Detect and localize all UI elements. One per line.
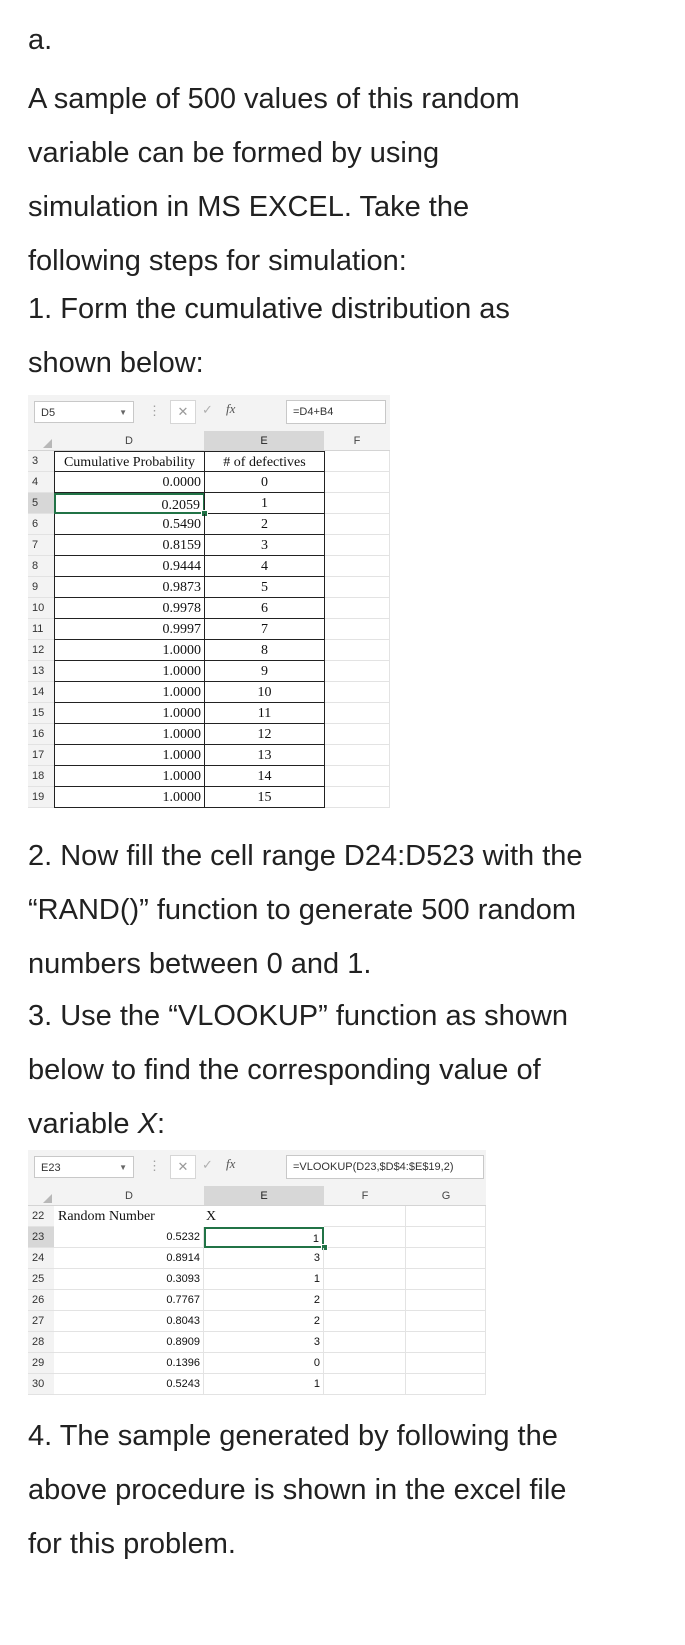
cell-defectives[interactable]: 12 [204, 724, 325, 745]
table-row [28, 598, 390, 619]
excel-screenshot-vlookup [28, 1150, 486, 1402]
table-row [28, 1227, 486, 1248]
cell-defectives[interactable]: 9 [204, 661, 325, 682]
cell-empty[interactable] [324, 1374, 406, 1395]
table-row [28, 472, 390, 493]
cell-cumulative-probability[interactable]: 0.2059 [54, 493, 205, 514]
table-row [28, 1311, 486, 1332]
cell-empty[interactable] [324, 1290, 406, 1311]
cell-empty[interactable] [325, 682, 390, 703]
cell-empty[interactable] [325, 724, 390, 745]
cell-cumulative-probability[interactable]: 1.0000 [54, 766, 205, 787]
cell-empty[interactable] [324, 1311, 406, 1332]
cell-empty[interactable] [406, 1248, 486, 1269]
cell-x-value[interactable]: 1 [204, 1227, 324, 1248]
cell-cumulative-probability[interactable]: 1.0000 [54, 640, 205, 661]
cell-cumulative-probability[interactable]: 0.5490 [54, 514, 205, 535]
enter-check-icon[interactable]: ✓ [202, 402, 213, 417]
cell-empty[interactable] [325, 787, 390, 808]
cell-random-number[interactable]: 0.8043 [54, 1311, 204, 1332]
cell-random-number[interactable]: 0.8909 [54, 1332, 204, 1353]
cell-empty[interactable] [325, 451, 390, 472]
formula-input[interactable]: =D4+B4 [286, 400, 386, 424]
table-row [28, 1374, 486, 1395]
cell-empty[interactable] [406, 1374, 486, 1395]
cell-cumulative-probability[interactable]: 0.9873 [54, 577, 205, 598]
row-number[interactable]: 25 [28, 1269, 54, 1290]
row-number[interactable]: 22 [28, 1206, 54, 1227]
select-all-corner[interactable] [28, 431, 54, 451]
table-row [28, 1290, 486, 1311]
cell-empty[interactable] [406, 1206, 486, 1227]
cell-empty[interactable] [325, 703, 390, 724]
header-row [28, 451, 390, 472]
cell-x-value[interactable]: 2 [204, 1311, 324, 1332]
cell-empty[interactable] [324, 1332, 406, 1353]
row-number[interactable]: 30 [28, 1374, 54, 1395]
row-number[interactable]: 23 [28, 1227, 54, 1248]
cell-x-value[interactable]: 3 [204, 1248, 324, 1269]
text-line: variable can be formed by using [28, 137, 440, 169]
cell-random-number[interactable]: 0.5243 [54, 1374, 204, 1395]
row-number[interactable]: 11 [28, 619, 54, 640]
header-row [28, 1206, 486, 1227]
table-row [28, 703, 390, 724]
text-line: numbers between 0 and 1. [28, 948, 372, 980]
cell-x-value[interactable]: 1 [204, 1269, 324, 1290]
cell-empty[interactable] [325, 577, 390, 598]
text-line: above procedure is shown in the excel file [28, 1474, 567, 1506]
cell-empty[interactable] [325, 766, 390, 787]
text-line: variable X: [28, 1108, 166, 1140]
text-line: shown below: [28, 347, 204, 379]
enter-check-icon[interactable]: ✓ [202, 1157, 213, 1172]
text-line: for this problem. [28, 1528, 236, 1560]
insert-function-icon[interactable]: fx [226, 1156, 236, 1171]
row-number[interactable]: 4 [28, 472, 54, 493]
cell-cumulative-probability[interactable]: 1.0000 [54, 745, 205, 766]
cell-random-number[interactable]: 0.7767 [54, 1290, 204, 1311]
cell-cumulative-probability[interactable]: 0.9444 [54, 556, 205, 577]
cell-cumulative-probability[interactable]: 0.8159 [54, 535, 205, 556]
cell-x-value[interactable]: 3 [204, 1332, 324, 1353]
cell-empty[interactable] [406, 1332, 486, 1353]
cell-defectives[interactable]: 7 [204, 619, 325, 640]
cell-cumulative-probability[interactable]: 1.0000 [54, 724, 205, 745]
row-number[interactable]: 27 [28, 1311, 54, 1332]
text-line: “RAND()” function to generate 500 random [28, 894, 577, 926]
text-line: 2. Now fill the cell range D24:D523 with the [28, 840, 583, 872]
row-number[interactable]: 17 [28, 745, 54, 766]
formula-bar [28, 395, 390, 432]
cell-cumulative-probability[interactable]: 0.0000 [54, 472, 205, 493]
more-icon: ⋮ [148, 1158, 162, 1173]
cell-empty[interactable] [406, 1290, 486, 1311]
cell-random-number[interactable]: 0.1396 [54, 1353, 204, 1374]
column-header-f[interactable]: F [324, 431, 390, 451]
table-row [28, 640, 390, 661]
row-number[interactable]: 29 [28, 1353, 54, 1374]
cell-defectives[interactable]: 1 [204, 493, 325, 514]
name-box[interactable]: E23 ▼ [34, 1156, 134, 1178]
cell-defectives[interactable]: 4 [204, 556, 325, 577]
cancel-icon[interactable]: ✕ [170, 400, 196, 424]
cell-empty[interactable] [406, 1227, 486, 1248]
cell-x-value[interactable]: 0 [204, 1353, 324, 1374]
text-line: below to find the corresponding value of [28, 1054, 541, 1086]
cell-empty[interactable] [325, 640, 390, 661]
row-number[interactable]: 28 [28, 1332, 54, 1353]
text-line: 1. Form the cumulative distribution as [28, 293, 510, 325]
paragraph-step-2 [28, 829, 678, 991]
cell-empty[interactable] [325, 598, 390, 619]
cell-empty[interactable] [325, 472, 390, 493]
excel-screenshot-cumulative-distribution [28, 395, 390, 823]
cell-empty[interactable] [325, 556, 390, 577]
column-header-d[interactable]: D [54, 431, 204, 451]
row-number[interactable]: 6 [28, 514, 54, 535]
cell-cumulative-probability[interactable]: 1.0000 [54, 661, 205, 682]
cell-random-number[interactable]: 0.8914 [54, 1248, 204, 1269]
cell-empty[interactable] [324, 1353, 406, 1374]
table-row [28, 577, 390, 598]
cell-empty[interactable] [406, 1311, 486, 1332]
row-number[interactable]: 13 [28, 661, 54, 682]
paragraph-step-1 [28, 282, 678, 390]
variable-x: X [137, 1108, 157, 1140]
cell-empty[interactable] [325, 661, 390, 682]
column-header-e[interactable]: E [204, 1186, 324, 1206]
table-row [28, 766, 390, 787]
cell-empty[interactable] [324, 1206, 406, 1227]
dropdown-arrow-icon: ▼ [119, 408, 127, 417]
dropdown-arrow-icon: ▼ [119, 1163, 127, 1172]
cell-cumulative-probability[interactable]: 1.0000 [54, 703, 205, 724]
cell-cumulative-probability[interactable]: 1.0000 [54, 682, 205, 703]
paragraph-step-4 [28, 1409, 678, 1571]
table-row [28, 514, 390, 535]
cell-defectives[interactable]: 15 [204, 787, 325, 808]
cell-defectives[interactable]: 0 [204, 472, 325, 493]
row-number[interactable]: 5 [28, 493, 54, 514]
table-row [28, 619, 390, 640]
cell-defectives[interactable]: 2 [204, 514, 325, 535]
cell-x-value[interactable]: 2 [204, 1290, 324, 1311]
table-row [28, 535, 390, 556]
cell-defectives[interactable]: 8 [204, 640, 325, 661]
cell-defectives[interactable]: 3 [204, 535, 325, 556]
row-number[interactable]: 7 [28, 535, 54, 556]
more-icon: ⋮ [148, 403, 162, 418]
cell-empty[interactable] [406, 1269, 486, 1290]
formula-bar [28, 1150, 486, 1187]
cell-defectives[interactable]: 10 [204, 682, 325, 703]
text-line: 4. The sample generated by following the [28, 1420, 558, 1452]
header-defectives[interactable]: # of defectives [204, 451, 325, 472]
row-number[interactable]: 3 [28, 451, 54, 472]
table-row [28, 1332, 486, 1353]
cell-random-number[interactable]: 0.5232 [54, 1227, 204, 1248]
cancel-icon[interactable]: ✕ [170, 1155, 196, 1179]
header-random-number[interactable]: Random Number [58, 1209, 155, 1224]
table-row [28, 787, 390, 808]
column-header-g[interactable]: G [406, 1186, 486, 1206]
cell-empty[interactable] [325, 493, 390, 514]
row-number[interactable]: 26 [28, 1290, 54, 1311]
cell-empty[interactable] [324, 1269, 406, 1290]
cell-defectives[interactable]: 11 [204, 703, 325, 724]
row-number[interactable]: 9 [28, 577, 54, 598]
cell-cumulative-probability[interactable]: 0.9978 [54, 598, 205, 619]
column-header-f[interactable]: F [324, 1186, 406, 1206]
text-line: following steps for simulation: [28, 245, 407, 277]
cell-x-value[interactable]: 1 [204, 1374, 324, 1395]
row-number[interactable]: 8 [28, 556, 54, 577]
cell-defectives[interactable]: 13 [204, 745, 325, 766]
name-box[interactable]: D5 ▼ [34, 401, 134, 423]
paragraph-intro [28, 72, 678, 288]
text-line: A sample of 500 values of this random [28, 83, 520, 115]
cell-empty[interactable] [324, 1248, 406, 1269]
cell-empty[interactable] [325, 619, 390, 640]
cell-empty[interactable] [325, 535, 390, 556]
cell-cumulative-probability[interactable]: 0.9997 [54, 619, 205, 640]
paragraph-step-3 [28, 989, 678, 1151]
table-row [28, 682, 390, 703]
row-number[interactable]: 24 [28, 1248, 54, 1269]
header-cumulative-probability[interactable]: Cumulative Probability [54, 451, 205, 472]
header-x[interactable]: X [206, 1209, 217, 1224]
cell-random-number[interactable]: 0.3093 [54, 1269, 204, 1290]
table-row [28, 1269, 486, 1290]
cell-cumulative-probability[interactable]: 1.0000 [54, 787, 205, 808]
cell-empty[interactable] [325, 514, 390, 535]
table-row [28, 745, 390, 766]
table-row [28, 661, 390, 682]
cell-empty[interactable] [325, 745, 390, 766]
row-number[interactable]: 14 [28, 682, 54, 703]
row-number[interactable]: 15 [28, 703, 54, 724]
text-line: simulation in MS EXCEL. Take the [28, 191, 470, 223]
table-row [28, 556, 390, 577]
row-number[interactable]: 19 [28, 787, 54, 808]
cell-defectives[interactable]: 14 [204, 766, 325, 787]
row-number[interactable]: 12 [28, 640, 54, 661]
column-header-d[interactable]: D [54, 1186, 204, 1206]
row-number[interactable]: 16 [28, 724, 54, 745]
table-row [28, 724, 390, 745]
row-number[interactable]: 18 [28, 766, 54, 787]
table-row [28, 493, 390, 514]
row-number[interactable]: 10 [28, 598, 54, 619]
cell-defectives[interactable]: 5 [204, 577, 325, 598]
column-header-e[interactable]: E [204, 431, 324, 451]
cell-empty[interactable] [406, 1353, 486, 1374]
cell-empty[interactable] [324, 1227, 406, 1248]
formula-input[interactable]: =VLOOKUP(D23,$D$4:$E$19,2) [286, 1155, 484, 1179]
table-row [28, 1248, 486, 1269]
text-line: 3. Use the “VLOOKUP” function as shown [28, 1000, 568, 1032]
insert-function-icon[interactable]: fx [226, 401, 236, 416]
select-all-corner[interactable] [28, 1186, 54, 1206]
section-heading: a. [28, 24, 53, 56]
table-row [28, 1353, 486, 1374]
cell-defectives[interactable]: 6 [204, 598, 325, 619]
